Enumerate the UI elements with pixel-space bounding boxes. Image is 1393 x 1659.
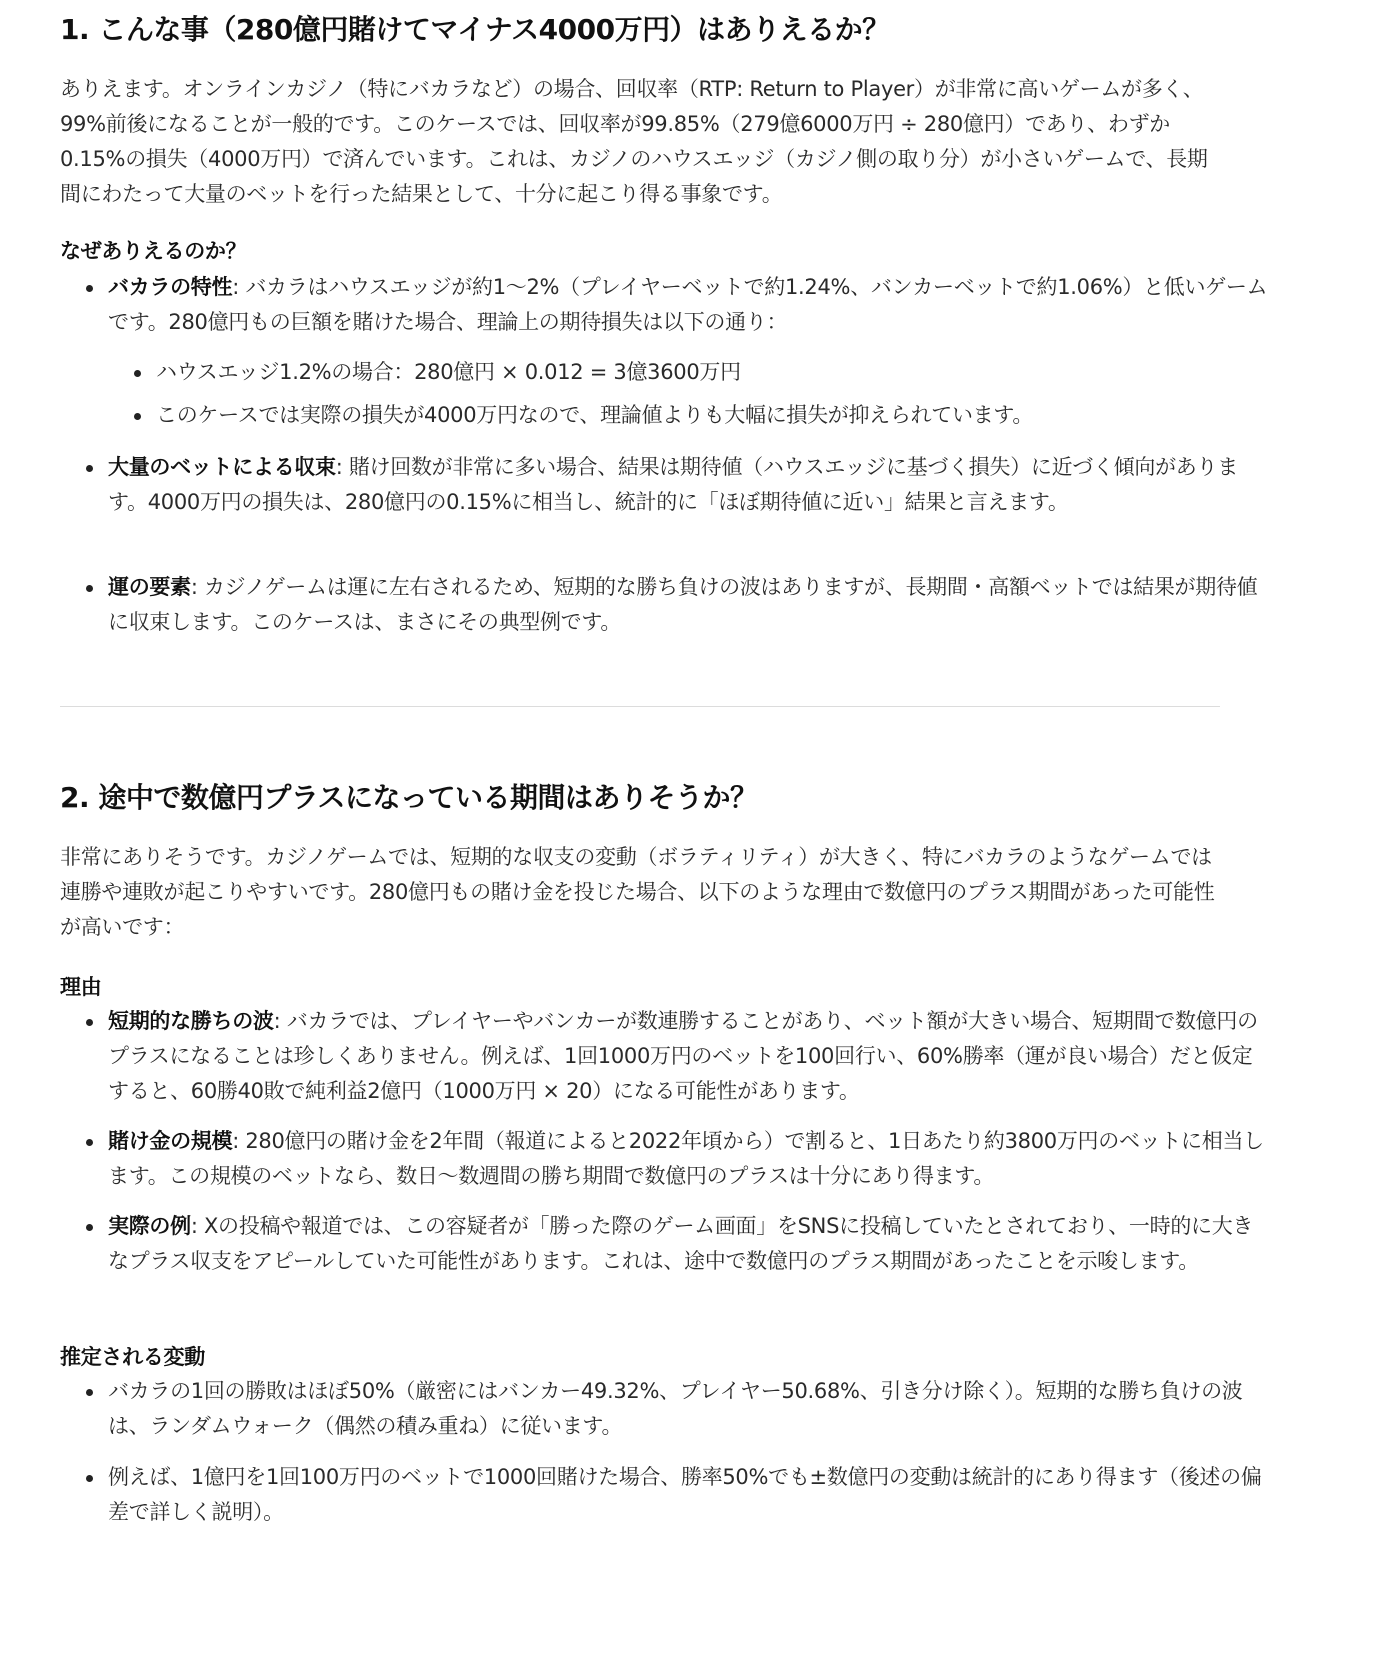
section-1-title: 1. こんな事（280億円賭けてマイナス4000万円）はありえるか？ [60, 13, 890, 46]
list-item [108, 270, 1273, 340]
why-list [60, 450, 1273, 520]
item-text: : 280億円の賭け金を2年間（報道によると2022年頃から）で割ると、1日あたり約3800万円のベットに相当します。この規模のベットなら、数日〜数週間の勝ち期間で数億円のプラスは十分にあり得ます。 [108, 1129, 1264, 1188]
variation-heading: 推定される変動 [60, 1345, 205, 1369]
item-text: : カジノゲームは運に左右されるため、短期的な勝ち負けの波はありますが、長期間・高額ベットでは結果が期待値に収束します。このケースは、まさにその典型例です。 [108, 575, 1258, 634]
reason-heading: 理由 [60, 975, 102, 999]
why-heading: なぜありえるのか？ [60, 239, 247, 263]
item-label: 賭け金の規模 [108, 1129, 233, 1153]
section-2-intro: 非常にありそうです。カジノゲームでは、短期的な収支の変動（ボラティリティ）が大きく、特にバカラのようなゲームでは連勝や連敗が起こりやすいです。280億円もの賭け金を投じた場合、以下のような理由で数億円のプラス期間があった可能性が高いです： [60, 845, 1215, 939]
item-text: : バカラでは、プレイヤーやバンカーが数連勝することがあり、ベット額が大きい場合、短期間で数億円のプラスになることは珍しくありません。例えば、1回1000万円のベットを100回行い、60%勝率（運が良い場合）だと仮定すると、60勝40敗で純利益2億円（1000万円 × 20）になる可能性があります。 [108, 1009, 1258, 1103]
list-item [108, 570, 1273, 640]
sub-list [108, 355, 1273, 390]
reason-list [60, 1124, 1273, 1194]
item-text: : バカラはハウスエッジが約1〜2%（プレイヤーベットで約1.24%、バンカーベットで約1.06%）と低いゲームです。280億円もの巨額を賭けた場合、理論上の期待損失は以下の通り： [108, 275, 1268, 334]
sub-list-item: このケースでは実際の損失が4000万円なので、理論値よりも大幅に損失が抑えられています。 [156, 398, 1273, 433]
list-item: バカラの1回の勝敗はほぼ50%（厳密にはバンカー49.32%、プレイヤー50.68%、引き分け除く）。短期的な勝ち負けの波は、ランダムウォーク（偶然の積み重ね）に従います。 [108, 1374, 1273, 1444]
section-2-title: 2. 途中で数億円プラスになっている期間はありそうか？ [60, 781, 758, 814]
list-item [108, 1124, 1273, 1194]
item-label: 大量のベットによる収束 [108, 455, 336, 479]
reason-list [60, 1209, 1273, 1279]
list-item [108, 450, 1273, 520]
item-text: : Xの投稿や報道では、この容疑者が「勝った際のゲーム画面」をSNSに投稿していたとされており、一時的に大きなプラス収支をアピールしていた可能性があります。これは、途中で数億円のプラス期間があったことを示唆します。 [108, 1214, 1254, 1273]
section-divider [60, 706, 1220, 707]
item-label: バカラの特性 [108, 275, 233, 299]
item-label: 運の要素 [108, 575, 191, 599]
variation-list [60, 1460, 1273, 1530]
sub-list [108, 398, 1273, 433]
variation-list [60, 1374, 1273, 1444]
list-item: 例えば、1億円を1回100万円のベットで1000回賭けた場合、勝率50%でも±数億円の変動は統計的にあり得ます（後述の偏差で詳しく説明）。 [108, 1460, 1273, 1530]
list-item [108, 1004, 1273, 1109]
item-label: 短期的な勝ちの波 [108, 1009, 274, 1033]
why-list [60, 570, 1273, 640]
section-1-intro: ありえます。オンラインカジノ（特にバカラなど）の場合、回収率（RTP: Return to Player）が非常に高いゲームが多く、99%前後になることが一般的です。このケースでは、回収率が99.85%（279億6000万円 ÷ 280億円）であり、わずか0.15%の損失（4000万円）で済んでいます。これは、カジノのハウスエッジ（カジノ側の取り分）が小さいゲームで、長期間にわたって大量のベットを行った結果として、十分に起こり得る事象です。 [60, 77, 1208, 206]
why-list [60, 270, 1273, 340]
sub-list-item: ハウスエッジ1.2%の場合：280億円 × 0.012 = 3億3600万円 [156, 355, 1273, 390]
item-text: : 賭け回数が非常に多い場合、結果は期待値（ハウスエッジに基づく損失）に近づく傾向があります。4000万円の損失は、280億円の0.15%に相当し、統計的に「ほぼ期待値に近い」結果と言えます。 [108, 455, 1238, 514]
list-item [108, 1209, 1273, 1279]
item-label: 実際の例 [108, 1214, 191, 1238]
reason-list [60, 1004, 1273, 1109]
